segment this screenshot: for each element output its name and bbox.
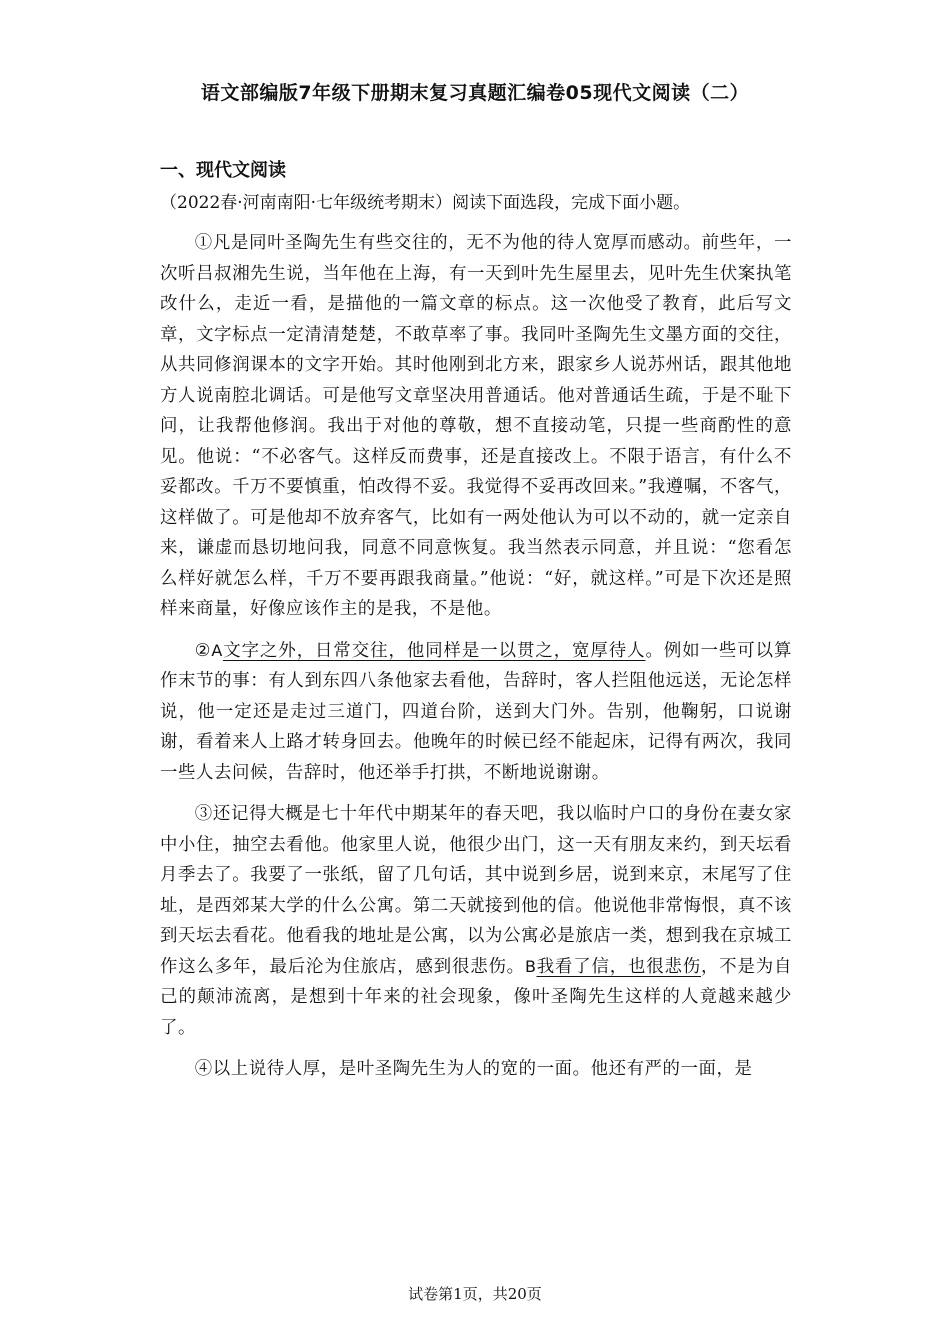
underlined-sentence-a: 文字之外，日常交往，他同样是一以贯之，宽厚待人 — [222, 640, 646, 661]
section-heading: 一、现代文阅读 — [160, 160, 286, 181]
paragraph-3-text: ③还记得大概是七十年代中期某年的春天吧，我以临时户口的身份在妻女家中小住，抽空去看他。他家里人说，他很少出门，这一天有朋友来约，到天坛看月季去了。我要了一张纸，留了几句话，其中说到乡居，说到来京，末尾写了住址，是西郊某大学的什么公寓。第二天就接到他的信。他说他非常悔恨，真不该到天坛去看花。他看我的地址是公寓，以为公寓必是旅店一类，想到我在京城工作这么多年，最后沦为住旅店，感到很悲伤。 — [160, 804, 792, 977]
annotation-mark-a: A — [211, 640, 223, 660]
paragraph-4: ④以上说待人厚，是叶圣陶先生为人的宽的一面。他还有严的一面，是 — [194, 1059, 753, 1079]
paragraph-2 — [160, 636, 792, 789]
paragraph-2-number: ② — [194, 640, 212, 661]
paragraph-2-rest: 。例如一些可以算作末节的事：有人到东四八条他家去看他，告辞时，客人拦阻他远送，无论怎样说，他一定还是走过三道门，四道台阶，送到大门外。告别，他鞠躬，口说谢谢，看着来人上路才转身回去。他晚年的时候已经不能起床，记得有两次，我同一些人去问候，告辞时，他还举手打拱，不断地说谢谢。 — [160, 640, 792, 783]
paragraph-3-rest: ，不是为自己的颠沛流离，是想到十年来的社会现象，像叶圣陶先生这样的人竟越来越少了。 — [160, 956, 792, 1038]
document-title: 语文部编版7年级下册期末复习真题汇编卷05现代文阅读（二） — [200, 82, 750, 104]
reading-passage — [160, 228, 792, 1096]
source-intro: （2022春·河南南阳·七年级统考期末）阅读下面选段，完成下面小题。 — [160, 193, 691, 213]
page-footer: 试卷第1页，共20页 — [408, 1285, 542, 1303]
paragraph-3 — [160, 799, 792, 1043]
underlined-sentence-b: 我看了信，也很悲伤 — [536, 956, 701, 977]
paragraph-1: ①凡是同叶圣陶先生有些交往的，无不为他的待人宽厚而感动。前些年，一次听吕叔湘先生说，当年他在上海，有一天到叶先生屋里去，见叶先生伏案执笔改什么，走近一看，是描他的一篇文章的标点。这一次他受了教育，此后写文章，文字标点一定清清楚楚，不敢草率了事。我同叶圣陶先生文墨方面的交往，从共同修润课本的文字开始。其时他刚到北方来，跟家乡人说苏州话，跟其他地方人说南腔北调话。可是他写文章坚决用普通话。他对普通话生疏，于是不耻下问，让我帮他修润。我出于对他的尊敬，想不直接动笔，只提一些商酌性的意见。他说：“不必客气。这样反而费事，还是直接改上。不限于语言，有什么不妥都改。千万不要慎重，怕改得不妥。我觉得不妥再改回来。”我遵嘱，不客气，这样做了。可是他却不放弃客气，比如有一两处他认为可以不动的，就一定亲自来，谦虚而恳切地问我，同意不同意恢复。我当然表示同意，并且说：“您看怎么样好就怎么样，千万不要再跟我商量。”他说：“好，就这样。”可是下次还是照样来商量，好像应该作主的是我，不是他。 — [160, 233, 792, 619]
annotation-mark-b: B — [524, 956, 537, 976]
